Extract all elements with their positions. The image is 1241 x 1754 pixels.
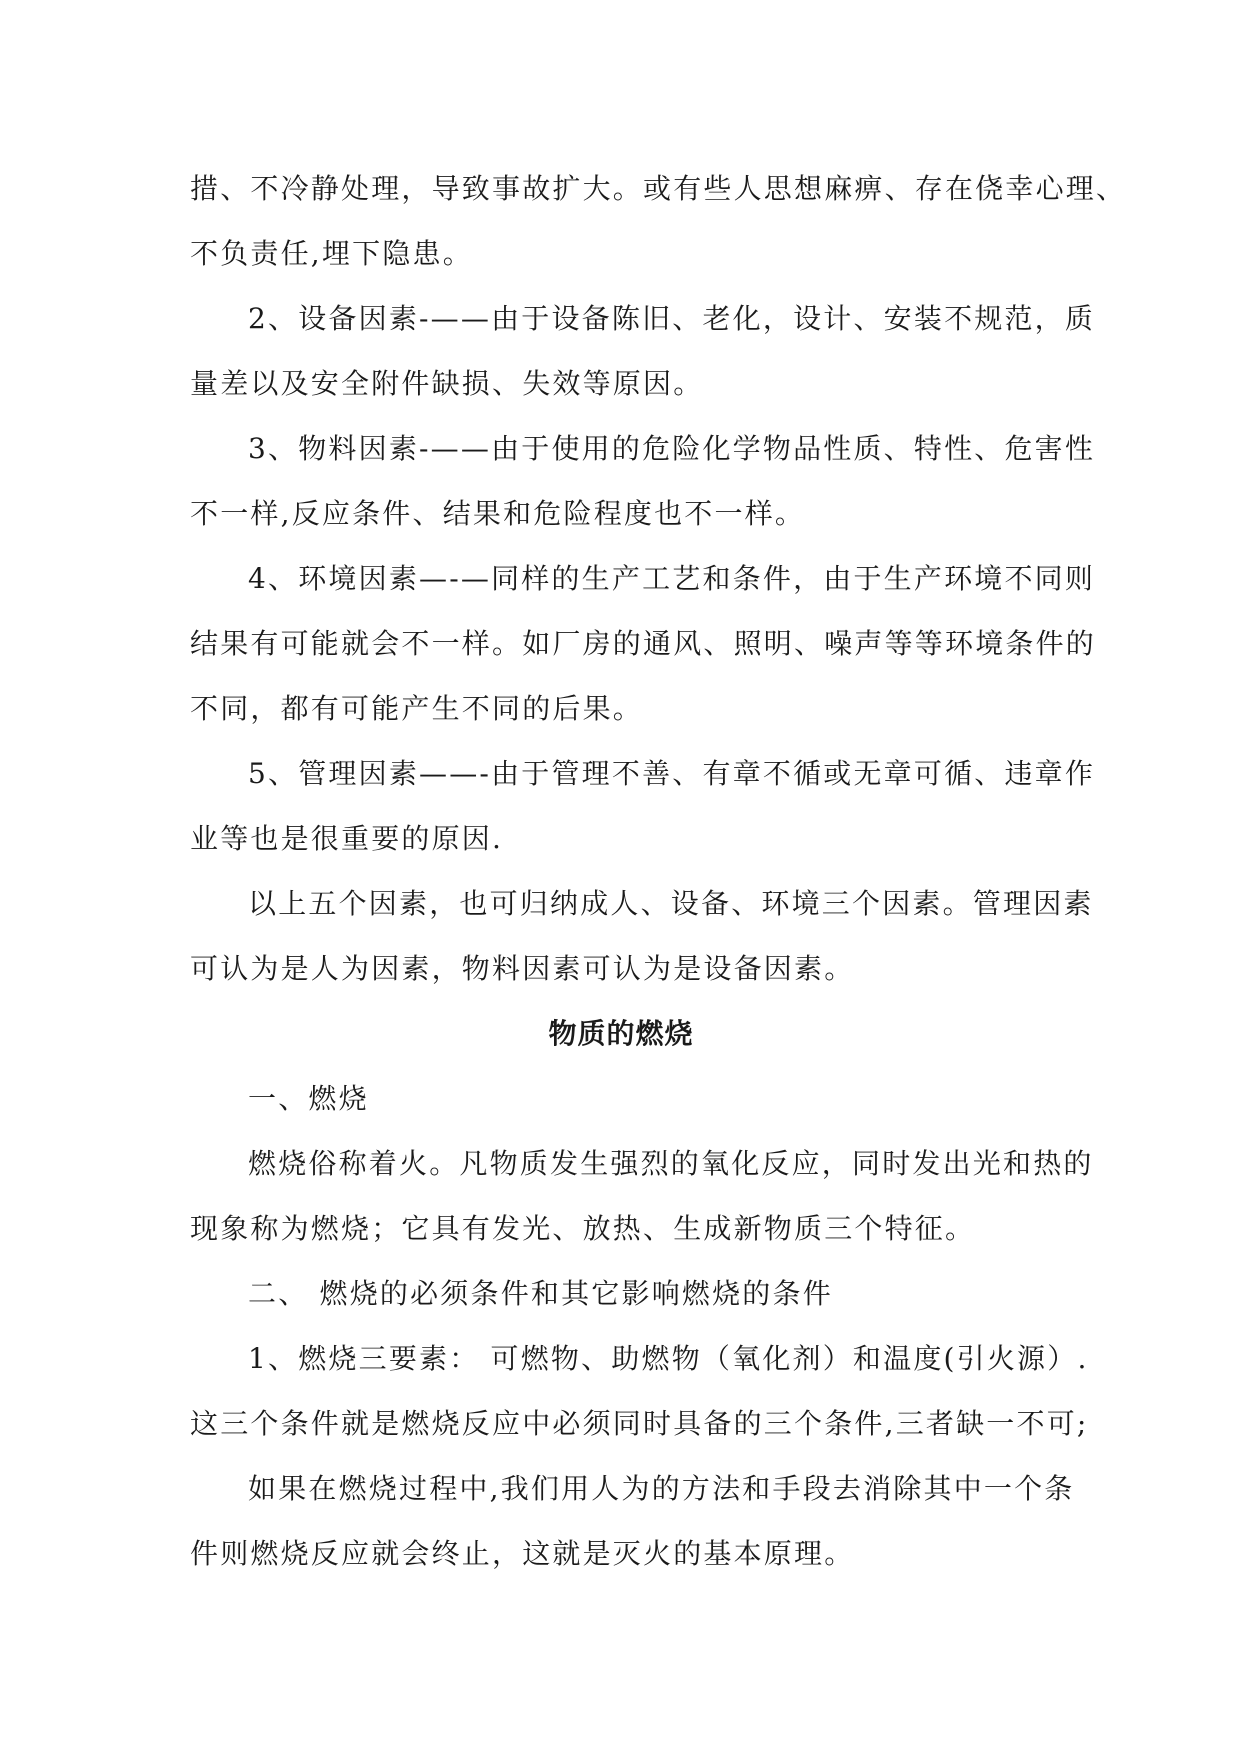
paragraph-environment-factor: 4、环境因素—-—同样的生产工艺和条件，由于生产环境不同则 (248, 562, 1096, 595)
body-line: 不同，都有可能产生不同的后果。 (190, 692, 644, 725)
body-line: 结果有可能就会不一样。如厂房的通风、照明、噪声等等环境条件的 (190, 627, 1097, 660)
paragraph-three-elements: 1、燃烧三要素： 可燃物、助燃物（氧化剂）和温度(引火源）. (248, 1342, 1089, 1375)
paragraph-extinguishing-principle: 如果在燃烧过程中,我们用人为的方法和手段去消除其中一个条 (248, 1472, 1075, 1505)
section-title: 物质的燃烧 (548, 1017, 694, 1050)
body-line: 不负责任,埋下隐患。 (190, 237, 473, 270)
subsection-heading-conditions: 二、 燃烧的必须条件和其它影响燃烧的条件 (248, 1277, 833, 1310)
body-line: 不一样,反应条件、结果和危险程度也不一样。 (190, 497, 806, 530)
body-line: 措、不冷静处理，导致事故扩大。或有些人思想麻痹、存在侥幸心理、 (190, 172, 1127, 205)
document-body (190, 156, 1127, 1586)
paragraph-material-factor: 3、物料因素-——由于使用的危险化学物品性质、特性、危害性 (248, 432, 1096, 465)
body-line: 业等也是很重要的原因. (190, 822, 504, 855)
paragraph-combustion-definition: 燃烧俗称着火。凡物质发生强烈的氧化反应，同时发出光和热的 (248, 1147, 1094, 1180)
body-line: 这三个条件就是燃烧反应中必须同时具备的三个条件,三者缺一不可; (190, 1407, 1089, 1440)
paragraph-management-factor: 5、管理因素——-由于管理不善、有章不循或无章可循、违章作 (248, 757, 1096, 790)
body-line: 可认为是人为因素，物料因素可认为是设备因素。 (190, 952, 855, 985)
body-line: 现象称为燃烧；它具有发光、放热、生成新物质三个特征。 (190, 1212, 976, 1245)
body-line: 件则燃烧反应就会终止，这就是灭火的基本原理。 (190, 1537, 855, 1570)
paragraph-summary: 以上五个因素，也可归纳成人、设备、环境三个因素。管理因素 (248, 887, 1094, 920)
subsection-heading-combustion: 一、燃烧 (248, 1082, 369, 1115)
body-line: 量差以及安全附件缺损、失效等原因。 (190, 367, 704, 400)
paragraph-equipment-factor: 2、设备因素-——由于设备陈旧、老化，设计、安装不规范，质 (248, 302, 1096, 335)
